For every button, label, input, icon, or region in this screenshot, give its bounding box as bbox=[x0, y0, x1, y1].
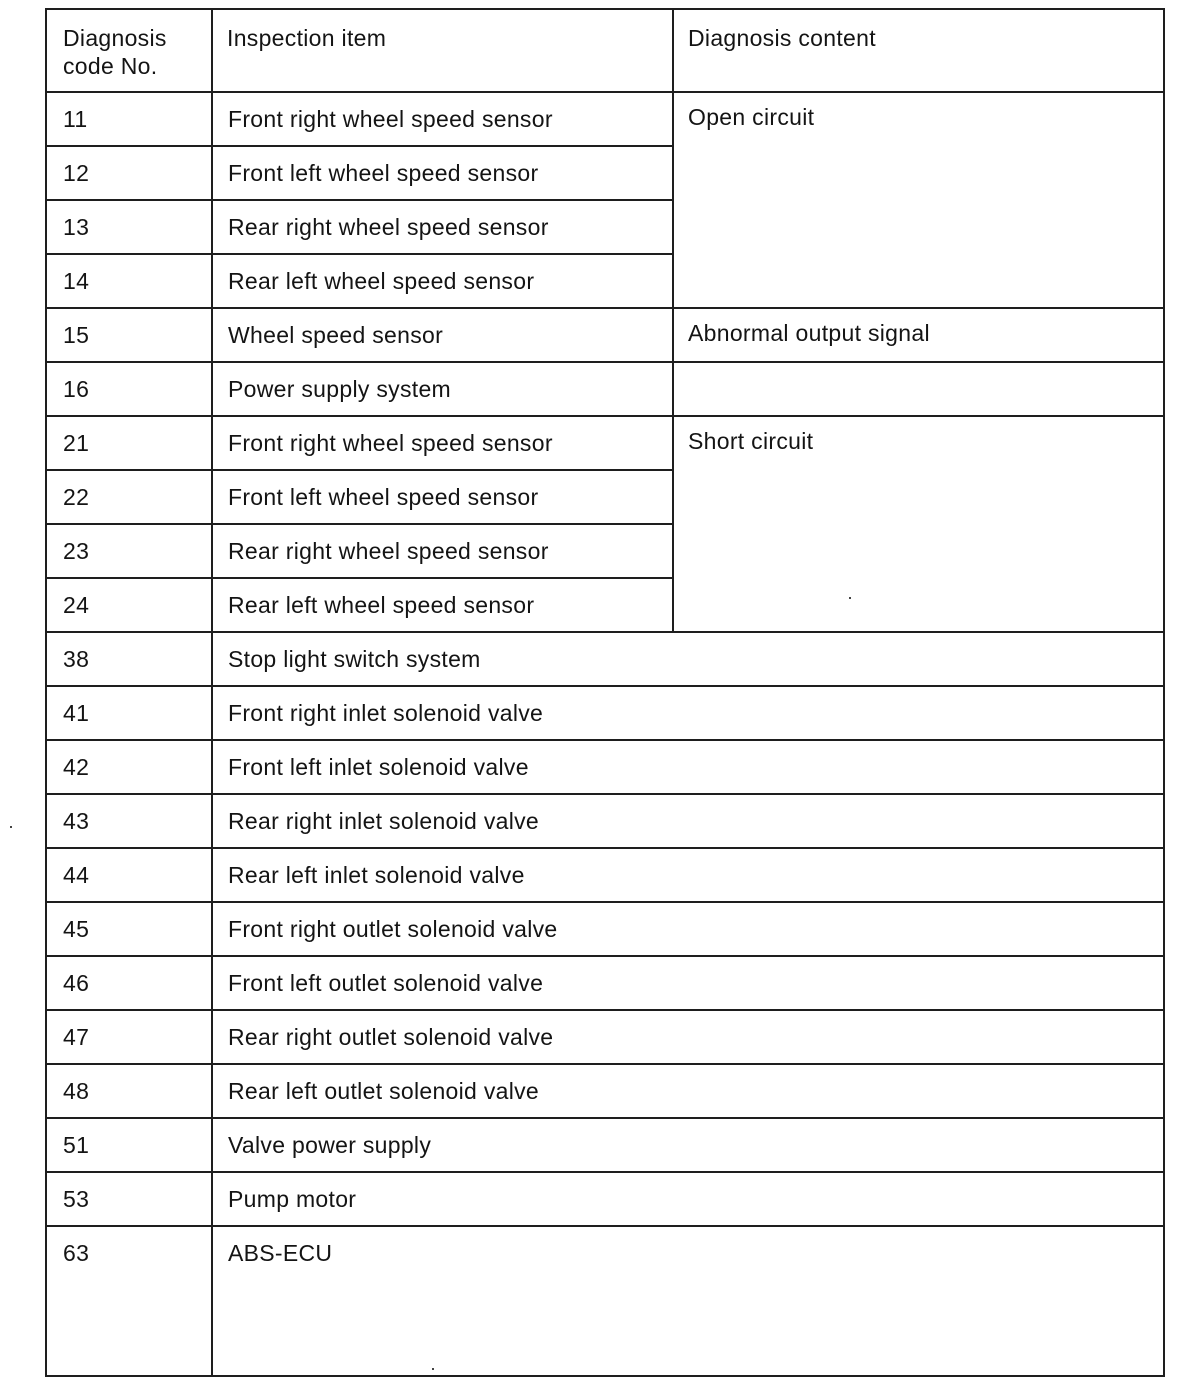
code-cell: 22 bbox=[46, 470, 212, 524]
code-cell: 23 bbox=[46, 524, 212, 578]
inspection-item-cell: ABS-ECU bbox=[212, 1226, 1164, 1376]
inspection-item-cell: Front right inlet solenoid valve bbox=[212, 686, 1164, 740]
code-cell: 41 bbox=[46, 686, 212, 740]
header-diagnosis-code bbox=[46, 9, 212, 92]
inspection-item-cell: Rear left wheel speed sensor bbox=[212, 254, 673, 308]
inspection-item-cell: Rear left wheel speed sensor bbox=[212, 578, 673, 632]
inspection-item-cell: Front left wheel speed sensor bbox=[212, 470, 673, 524]
table-row bbox=[46, 632, 1164, 686]
inspection-item-cell: Pump motor bbox=[212, 1172, 1164, 1226]
code-cell: 42 bbox=[46, 740, 212, 794]
table-row bbox=[46, 740, 1164, 794]
table-row bbox=[46, 1064, 1164, 1118]
scan-speck bbox=[849, 597, 851, 599]
table-row bbox=[46, 902, 1164, 956]
inspection-item-cell: Power supply system bbox=[212, 362, 673, 416]
table-row bbox=[46, 1226, 1164, 1376]
code-cell: 47 bbox=[46, 1010, 212, 1064]
inspection-item-cell: Rear right wheel speed sensor bbox=[212, 524, 673, 578]
table-row bbox=[46, 794, 1164, 848]
table-row bbox=[46, 956, 1164, 1010]
table-row bbox=[46, 686, 1164, 740]
table-row bbox=[46, 848, 1164, 902]
code-cell: 46 bbox=[46, 956, 212, 1010]
header-inspection-item: Inspection item bbox=[212, 9, 673, 92]
code-cell: 14 bbox=[46, 254, 212, 308]
diagnosis-content-cell: Abnormal output signal bbox=[673, 308, 1164, 362]
header-diagnosis-code-label: Diagnosis code No. bbox=[63, 25, 167, 79]
code-cell: 24 bbox=[46, 578, 212, 632]
header-diagnosis-content: Diagnosis content bbox=[673, 9, 1164, 92]
diagnosis-content-cell: Short circuit bbox=[673, 416, 1164, 632]
code-cell: 43 bbox=[46, 794, 212, 848]
diagnosis-code-table bbox=[45, 8, 1165, 1377]
code-cell: 15 bbox=[46, 308, 212, 362]
diagnosis-content-cell: Open circuit bbox=[673, 92, 1164, 308]
code-cell: 11 bbox=[46, 92, 212, 146]
inspection-item-cell: Rear right inlet solenoid valve bbox=[212, 794, 1164, 848]
inspection-item-cell: Stop light switch system bbox=[212, 632, 1164, 686]
table-row bbox=[46, 92, 1164, 146]
inspection-item-cell: Rear left outlet solenoid valve bbox=[212, 1064, 1164, 1118]
scan-speck bbox=[432, 1368, 434, 1370]
inspection-item-cell: Valve power supply bbox=[212, 1118, 1164, 1172]
inspection-item-cell: Front right wheel speed sensor bbox=[212, 416, 673, 470]
table-row bbox=[46, 1010, 1164, 1064]
scan-speck bbox=[10, 826, 12, 828]
code-cell: 45 bbox=[46, 902, 212, 956]
code-cell: 21 bbox=[46, 416, 212, 470]
inspection-item-cell: Front left wheel speed sensor bbox=[212, 146, 673, 200]
table-row bbox=[46, 1118, 1164, 1172]
inspection-item-cell: Rear left inlet solenoid valve bbox=[212, 848, 1164, 902]
table-row bbox=[46, 1172, 1164, 1226]
table-row bbox=[46, 308, 1164, 362]
code-cell: 13 bbox=[46, 200, 212, 254]
code-cell: 38 bbox=[46, 632, 212, 686]
inspection-item-cell: Front left outlet solenoid valve bbox=[212, 956, 1164, 1010]
inspection-item-cell: Wheel speed sensor bbox=[212, 308, 673, 362]
header-row bbox=[46, 9, 1164, 92]
table-row bbox=[46, 416, 1164, 470]
code-cell: 51 bbox=[46, 1118, 212, 1172]
code-cell: 63 bbox=[46, 1226, 212, 1376]
code-cell: 16 bbox=[46, 362, 212, 416]
inspection-item-cell: Front left inlet solenoid valve bbox=[212, 740, 1164, 794]
code-cell: 48 bbox=[46, 1064, 212, 1118]
code-cell: 53 bbox=[46, 1172, 212, 1226]
code-cell: 12 bbox=[46, 146, 212, 200]
inspection-item-cell: Front right outlet solenoid valve bbox=[212, 902, 1164, 956]
inspection-item-cell: Rear right wheel speed sensor bbox=[212, 200, 673, 254]
diagnosis-content-cell bbox=[673, 362, 1164, 416]
inspection-item-cell: Rear right outlet solenoid valve bbox=[212, 1010, 1164, 1064]
code-cell: 44 bbox=[46, 848, 212, 902]
inspection-item-cell: Front right wheel speed sensor bbox=[212, 92, 673, 146]
table-row bbox=[46, 362, 1164, 416]
